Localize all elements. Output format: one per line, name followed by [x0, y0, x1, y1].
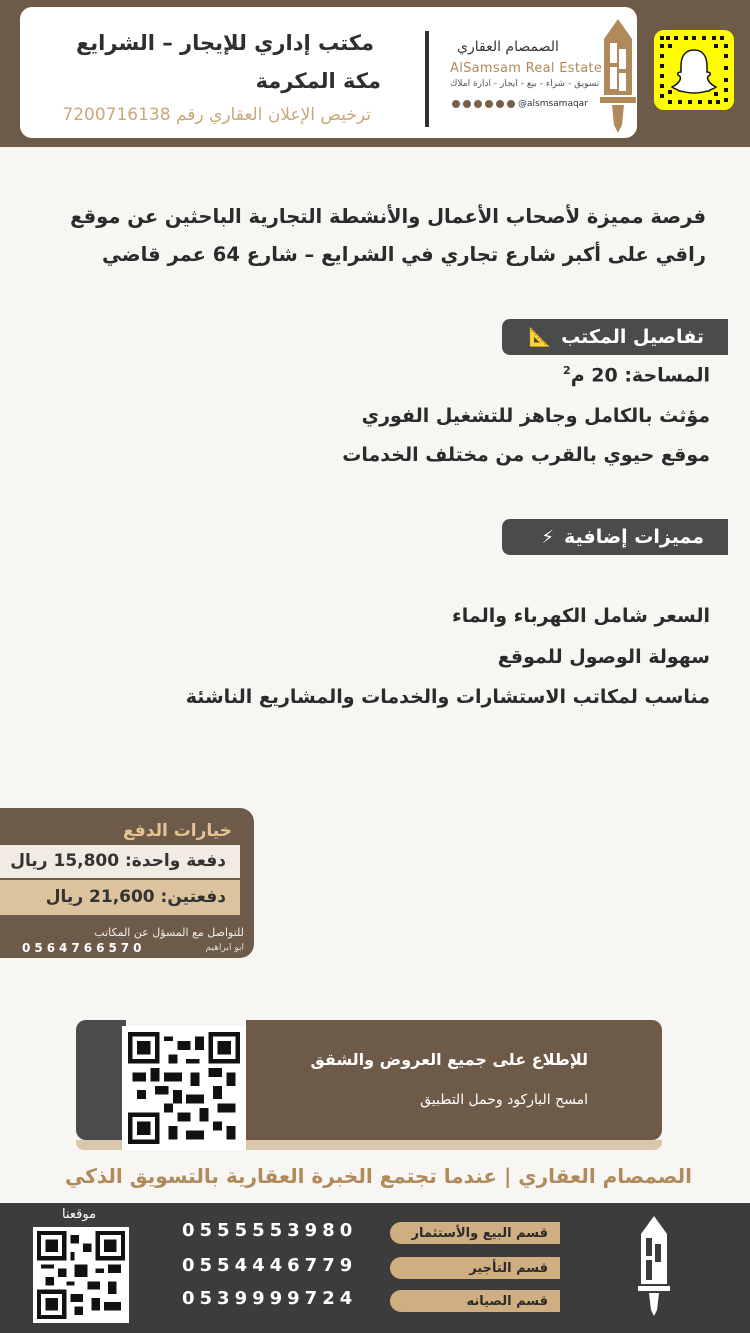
dept-rental-label: قسم التأجير	[390, 1257, 560, 1279]
company-slogan: الصمصام العقاري | عندما تجتمع الخبرة العقارية بالتسويق الذكي	[64, 1164, 692, 1188]
snapchat-icon	[463, 100, 471, 108]
payment-contact-name: ابو ابراهيم	[205, 943, 244, 953]
city-label: مكة المكرمة	[255, 69, 381, 93]
dept-rental-phone[interactable]: 0554446779	[182, 1255, 358, 1276]
ruler-triangle-icon: 📐	[528, 326, 552, 348]
extras-section-header	[502, 519, 728, 555]
intro-text	[66, 198, 706, 274]
details-title: تفاصيل المكتب	[561, 326, 704, 348]
payment-title: خيارات الدفع	[123, 821, 232, 841]
dept-maintenance-label: قسم الصيانه	[390, 1290, 560, 1312]
banner-offers-text: للإطلاع على جميع العروض والشقق	[310, 1050, 588, 1069]
extras-title: مميزات إضافية	[563, 526, 704, 548]
extra-item-access: سهولة الوصول للموقع	[497, 646, 710, 668]
header-card	[20, 7, 637, 138]
youtube-icon	[485, 100, 493, 108]
app-qr-code[interactable]	[122, 1026, 246, 1150]
payment-option-one-text: دفعة واحدة: 15,800 ريال	[10, 851, 226, 871]
payment-option-two-text: دفعتين: 21,600 ريال	[45, 887, 226, 907]
banner-scan-text: امسح الباركود وحمل التطبيق	[420, 1092, 588, 1108]
lightning-icon: ⚡	[541, 526, 554, 548]
area-detail: المساحة: 20 م$^2$	[563, 364, 710, 387]
logo-tagline: تسويق - شراء - بيع - ايجار - ادارة املاك	[450, 79, 600, 89]
banner-brown-block	[246, 1020, 662, 1140]
location-label: موقعنا	[62, 1207, 97, 1222]
qr-code-icon	[128, 1032, 240, 1144]
app-qr-banner	[76, 1020, 662, 1150]
furnished-detail: مؤثث بالكامل وجاهز للتشغيل الفوري	[361, 405, 710, 427]
instagram-icon	[452, 100, 460, 108]
logo-name-ar: الصمصام العقاري	[457, 39, 559, 55]
dept-maintenance-phone[interactable]: 0539999724	[182, 1288, 358, 1309]
twitter-icon	[496, 100, 504, 108]
sword-logo-icon	[598, 17, 638, 135]
location-detail: موقع حيوي بالقرب من مختلف الخدمات	[342, 444, 710, 466]
tiktok-icon	[474, 100, 482, 108]
payment-contact-label: للتواصل مع المسؤل عن المكاتب	[94, 926, 244, 939]
payment-option-one	[0, 845, 240, 878]
banner-gray-block	[76, 1020, 126, 1140]
qr-code-icon	[37, 1231, 125, 1319]
snapchat-qr-code[interactable]	[654, 30, 734, 110]
snapcode-icon	[654, 30, 734, 110]
header-divider	[425, 31, 429, 127]
sword-logo-icon	[636, 1214, 672, 1318]
payment-contact-phone[interactable]: 0564766570	[22, 941, 146, 955]
dept-sales-phone[interactable]: 0555553980	[182, 1220, 358, 1241]
payment-option-two	[0, 880, 240, 915]
extra-item-suitable: مناسب لمكاتب الاستشارات والخدمات والمشاريع الناشئة	[185, 686, 710, 708]
license-number: ترخيص الإعلان العقاري رقم 7200716138	[62, 105, 371, 125]
facebook-icon	[507, 100, 515, 108]
intro-line-1: فرصة مميزة لأصحاب الأعمال والأنشطة التجارية الباحثين عن موقع	[70, 205, 706, 228]
dept-sales-label: قسم البيع والأستثمار	[390, 1222, 560, 1244]
logo-name-en: AlSamsam Real Estate	[450, 61, 603, 76]
extra-item-utilities: السعر شامل الكهرباء والماء	[452, 605, 710, 627]
social-handle-text: @alsmsamaqar	[518, 99, 588, 109]
page-title: مكتب إداري للإيجار – الشرايع	[75, 31, 374, 55]
details-section-header	[502, 319, 728, 355]
location-qr-code[interactable]	[33, 1227, 129, 1323]
intro-line-2: راقي على أكبر شارع تجاري في الشرايع – شارع 64 عمر قاضي	[102, 243, 706, 266]
social-handles[interactable]	[452, 99, 588, 109]
